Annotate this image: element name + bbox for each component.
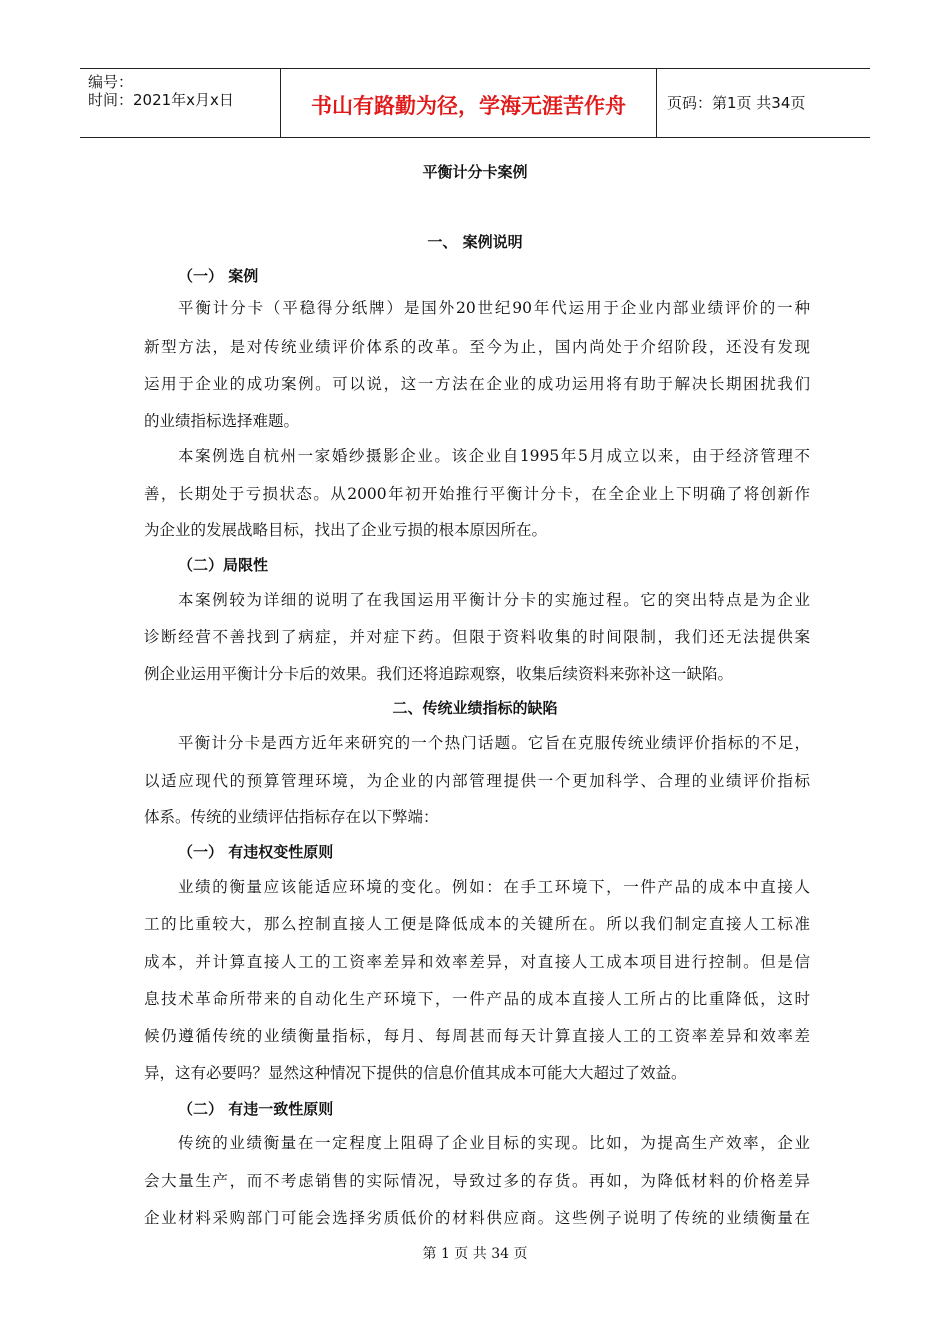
paragraph-line: 工的比重较大，那么控制直接人工便是降低成本的关键所在。所以我们制定直接人工标准 — [144, 915, 810, 933]
date-line: 时间：2021年x月x日 — [88, 91, 234, 109]
paragraph-line: 平衡计分卡（平稳得分纸牌）是国外20世纪90年代运用于企业内部业绩评价的一种 — [178, 299, 810, 317]
paragraph-line: 本案例选自杭州一家婚纱摄影企业。该企业自1995年5月成立以来，由于经济管理不 — [178, 447, 810, 465]
paragraph-line: 本案例较为详细的说明了在我国运用平衡计分卡的实施过程。它的突出特点是为企业 — [178, 591, 810, 609]
header-left-cell — [80, 69, 281, 137]
header-right-cell — [657, 69, 870, 137]
paragraph-line: 诊断经营不善找到了病症，并对症下药。但限于资料收集的时间限制，我们还无法提供案 — [144, 628, 810, 646]
paragraph-line: 企业材料采购部门可能会选择劣质低价的材料供应商。这些例子说明了传统的业绩衡量在 — [144, 1209, 810, 1227]
page-info: 页码：第1页 共34页 — [667, 94, 806, 112]
section-heading: 二、传统业绩指标的缺陷 — [392, 699, 558, 717]
paragraph-line: 例企业运用平衡计分卡后的效果。我们还将追踪观察，收集后续资料来弥补这一缺陷。 — [144, 665, 734, 683]
paragraph-line: 息技术革命所带来的自动化生产环境下，一件产品的成本直接人工所占的比重降低，这时 — [144, 990, 810, 1008]
paragraph-line: 的业绩指标选择难题。 — [144, 412, 300, 430]
paragraph-line: 传统的业绩衡量在一定程度上阻碍了企业目标的实现。比如，为提高生产效率，企业 — [178, 1134, 810, 1152]
subsection-heading: （一） 案例 — [178, 267, 259, 285]
subsection-heading: （一） 有违权变性原则 — [178, 843, 334, 861]
paragraph-line: 业绩的衡量应该能适应环境的变化。例如：在手工环境下，一件产品的成本中直接人 — [178, 878, 810, 896]
paragraph-line: 为企业的发展战略目标，找出了企业亏损的根本原因所在。 — [144, 521, 548, 539]
motto: 书山有路勤为径，学海无涯苦作舟 — [311, 94, 626, 118]
number-label: 编号： — [88, 73, 134, 91]
paragraph-line: 异，这有必要吗？显然这种情况下提供的信息价值其成本可能大大超过了效益。 — [144, 1064, 687, 1082]
paragraph-line: 会大量生产，而不考虑销售的实际情况，导致过多的存货。再如，为降低材料的价格差异 — [144, 1172, 810, 1190]
page-footer: 第 1 页 共 34 页 — [422, 1246, 528, 1262]
doc-title: 平衡计分卡案例 — [422, 163, 528, 181]
subsection-heading: （二） 有违一致性原则 — [178, 1100, 334, 1118]
paragraph-line: 成本，并计算直接人工的工资率差异和效率差异，对直接人工成本项目进行控制。但是信 — [144, 953, 810, 971]
paragraph-line: 候仍遵循传统的业绩衡量指标，每月、每周甚而每天计算直接人工的工资率差异和效率差 — [144, 1027, 810, 1045]
header-center-cell — [281, 69, 657, 137]
section-heading: 一、 案例说明 — [427, 233, 523, 251]
subsection-heading: （二）局限性 — [178, 556, 269, 574]
paragraph-line: 平衡计分卡是西方近年来研究的一个热门话题。它旨在克服传统业绩评价指标的不足， — [178, 734, 810, 752]
paragraph-line: 新型方法，是对传统业绩评价体系的改革。至今为止，国内尚处于介绍阶段，还没有发现 — [144, 338, 810, 356]
header-table — [80, 68, 870, 138]
paragraph-line: 以适应现代的预算管理环境，为企业的内部管理提供一个更加科学、合理的业绩评价指标 — [144, 772, 810, 790]
paragraph-line: 体系。传统的业绩评估指标存在以下弊端： — [144, 808, 439, 826]
paragraph-line: 运用于企业的成功案例。可以说，这一方法在企业的成功运用将有助于解决长期困扰我们 — [144, 375, 810, 393]
paragraph-line: 善，长期处于亏损状态。从2000年初开始推行平衡计分卡，在全企业上下明确了将创新作 — [144, 485, 810, 503]
